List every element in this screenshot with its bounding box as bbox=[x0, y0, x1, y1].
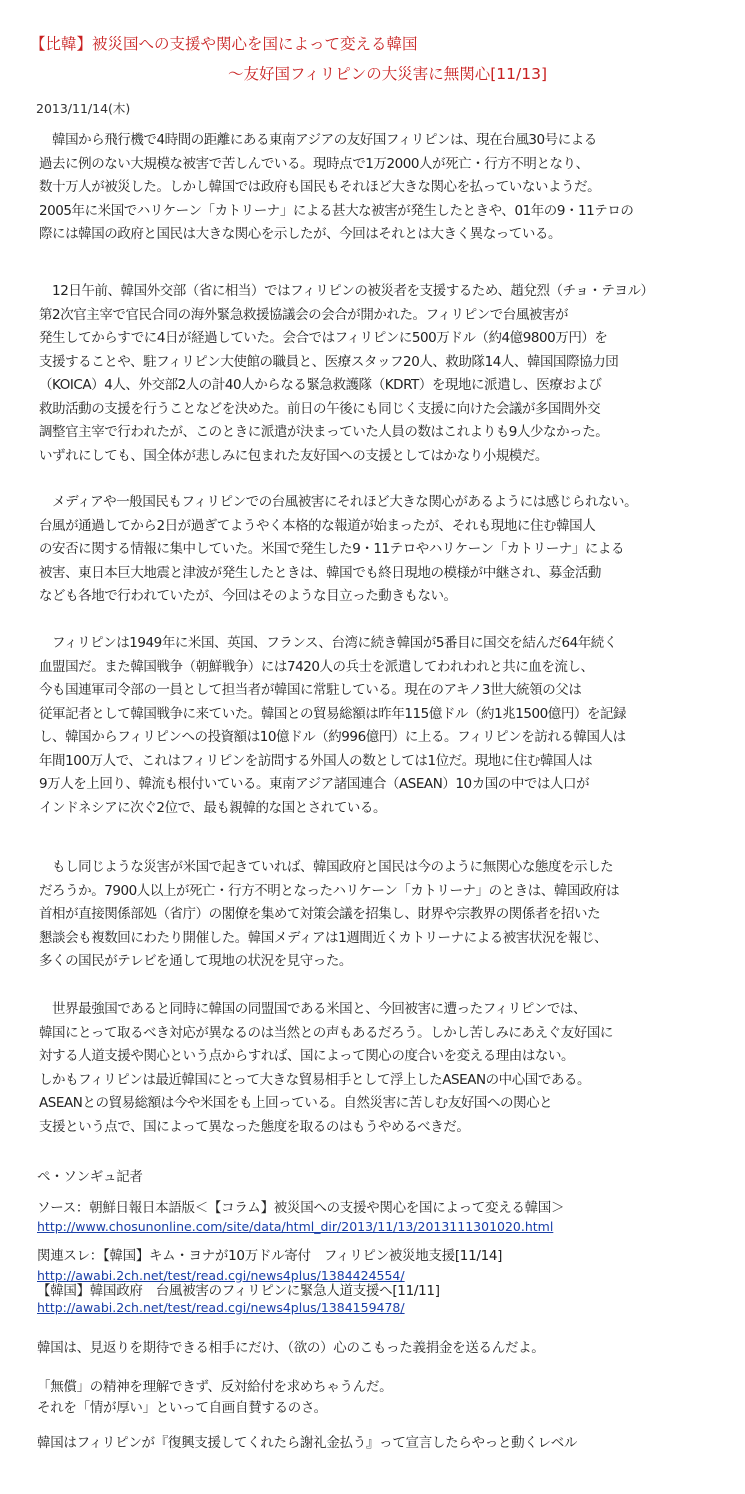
article-date: 2013/11/14(木) bbox=[36, 101, 131, 116]
text-line: 過去に例のない大規模な被害で苦しんでいる。現時点で1万2000人が死亡・行方不明となり、 bbox=[39, 155, 589, 172]
text-line: 発生してからすでに4日が経過していた。会合ではフィリピンに500万ドル（約4億9800万円）を bbox=[39, 330, 608, 346]
text-line: なども各地で行われていたが、今回はそのような目立った動きもない。 bbox=[39, 588, 457, 604]
text-line: 12日午前、韓国外交部（省に相当）ではフィリピンの被災者を支援するため、趙兌烈（チョ・テヨル） bbox=[39, 283, 654, 299]
article-title-line1: 【比韓】被災国への支援や関心を国によって変える韓国 bbox=[30, 35, 418, 53]
text-line: 懇談会も複数回にわたり開催した。韓国メディアは1週間近くカトリーナによる被害状況を報じ、 bbox=[39, 929, 608, 946]
related-thread-label-1: 関連スレ：【韓国】キム・ヨナが10万ドル寄付 フィリピン被災地支援[11/14] bbox=[37, 1248, 503, 1264]
text-line: （KOICA）4人、外交部2人の計40人からなる緊急救護隊（KDRT）を現地に派遣し、医療および bbox=[39, 377, 602, 393]
byline: ペ・ソンギュ記者 bbox=[37, 1169, 143, 1185]
comment-3: 韓国はフィリピンが『復興支援してくれたら謝礼金払う』って宣言したらやっと動くレベル bbox=[37, 1435, 578, 1451]
related-thread-link-1[interactable]: http://awabi.2ch.net/test/read.cgi/news4plus/1384424554/ bbox=[37, 1268, 405, 1283]
text-line: の安否に関する情報に集中していた。米国で発生した9・11テロやハリケーン「カトリーナ」による bbox=[39, 541, 625, 557]
text-line: いずれにしても、国全体が悲しみに包まれた友好国への支援としてはかなり小規模だ。 bbox=[39, 447, 548, 464]
source-link[interactable]: http://www.chosunonline.com/site/data/html_dir/2013/11/13/2013111301020.html bbox=[37, 1219, 554, 1234]
text-line: し、韓国からフィリピンへの投資額は10億ドル（約996億円）に上る。フィリピンを訪れる韓国人は bbox=[39, 729, 626, 745]
text-line: 台風が通過してから2日が過ぎてようやく本格的な報道が始まったが、それも現地に住む韓国人 bbox=[39, 517, 596, 534]
text-line: 調整官主宰で行われたが、このときに派遣が決まっていた人員の数はこれよりも9人少なかった。 bbox=[39, 424, 609, 440]
text-line: 今も国連軍司令部の一員として担当者が韓国に常駐している。現在のアキノ3世大統領の父は bbox=[39, 682, 582, 698]
text-line: 年間100万人で、これはフィリピンを訪問する外国人の数としては1位だ。現地に住む韓国人は bbox=[39, 752, 593, 769]
text-line: 被害、東日本巨大地震と津波が発生したときは、韓国でも終日現地の模様が中継され、募金活動 bbox=[39, 564, 601, 581]
article-title-line2: ～友好国フィリピンの大災害に無関心[11/13] bbox=[228, 65, 548, 83]
text-line: 第2次官主宰で官民合同の海外緊急救援協議会の会合が開かれた。フィリピンで台風被害が bbox=[39, 306, 569, 323]
paragraph-5 bbox=[39, 856, 739, 974]
text-line: 韓国から飛行機で4時間の距離にある東南アジアの友好国フィリピンは、現在台風30号による bbox=[39, 132, 597, 148]
comment-2-line-2: それを「情が厚い」といって自画自賛するのさ。 bbox=[37, 1400, 327, 1416]
source-label: ソース：朝鮮日報日本語版＜【コラム】被災国への支援や関心を国によって変える韓国＞ bbox=[37, 1200, 565, 1216]
paragraph-4 bbox=[39, 632, 739, 820]
related-thread-link-2[interactable]: http://awabi.2ch.net/test/read.cgi/news4plus/1384159478/ bbox=[37, 1300, 405, 1315]
text-line: 対する人道支援や関心という点からすれば、国によって関心の度合いを変える理由はない。 bbox=[39, 1048, 575, 1064]
text-line: 支援することや、駐フィリピン大使館の職員と、医療スタッフ20人、救助隊14人、韓国国際協力団 bbox=[39, 353, 619, 370]
text-line: 世界最強国であると同時に韓国の同盟国である米国と、今回被害に遭ったフィリピンでは、 bbox=[39, 1001, 587, 1017]
comment-2-line-1: 「無償」の精神を理解できず、反対給付を求めちゃうんだ。 bbox=[37, 1379, 393, 1395]
text-line: フィリピンは1949年に米国、英国、フランス、台湾に続き韓国が5番目に国交を結んだ64年続く bbox=[39, 635, 617, 651]
text-line: 際には韓国の政府と国民は大きな関心を示したが、今回はそれとは大きく異なっている。 bbox=[39, 226, 561, 242]
paragraph-2 bbox=[39, 280, 739, 468]
paragraph-1 bbox=[39, 129, 739, 247]
text-line: メディアや一般国民もフィリピンでの台風被害にそれほど大きな関心があるようには感じられない。 bbox=[39, 494, 638, 510]
text-line: 多くの国民がテレビを通して現地の状況を見守った。 bbox=[39, 953, 352, 969]
paragraph-3 bbox=[39, 491, 739, 609]
text-line: もし同じような災害が米国で起きていれば、韓国政府と国民は今のように無関心な態度を示した bbox=[39, 859, 614, 875]
text-line: インドネシアに次ぐ2位で、最も親韓的な国とされている。 bbox=[39, 799, 387, 816]
text-line: 数十万人が被災した。しかし韓国では政府も国民もそれほど大きな関心を払っていないようだ。 bbox=[39, 179, 601, 195]
text-line: 韓国にとって取るべき対応が異なるのは当然との声もあるだろう。しかし苦しみにあえぐ友好国に bbox=[39, 1024, 613, 1041]
comment-1: 韓国は、見返りを期待できる相手にだけ、（欲の）心のこもった義捐金を送るんだよ。 bbox=[37, 1340, 545, 1356]
text-line: だろうか。7900人以上が死亡・行方不明となったハリケーン「カトリーナ」のときは、韓国政府は bbox=[39, 882, 620, 899]
text-line: 支援という点で、国によって異なった態度を取るのはもうやめるべきだ。 bbox=[39, 1118, 470, 1135]
text-line: 血盟国だ。また韓国戦争（朝鮮戦争）には7420人の兵士を派遣してわれわれと共に血を流し、 bbox=[39, 658, 594, 675]
paragraph-6 bbox=[39, 998, 739, 1139]
text-line: 救助活動の支援を行うことなどを決めた。前日の午後にも同じく支援に向けた会議が多国間外交 bbox=[39, 400, 601, 417]
text-line: 9万人を上回り、韓流も根付いている。東南アジア諸国連合（ASEAN）10カ国の中では人口が bbox=[39, 776, 590, 792]
text-line: 2005年に米国でハリケーン「カトリーナ」による甚大な被害が発生したときや、01年の9・11テロの bbox=[39, 202, 634, 219]
text-line: ASEANとの貿易総額は今や米国をも上回っている。自然災害に苦しむ友好国への関心と bbox=[39, 1095, 553, 1111]
text-line: 首相が直接関係部処（省庁）の閣僚を集めて対策会議を招集し、財界や宗教界の関係者を招いた bbox=[39, 906, 601, 922]
text-line: 従軍記者として韓国戦争に来ていた。韓国との貿易総額は昨年115億ドル（約1兆1500億円）を記録 bbox=[39, 705, 627, 722]
related-thread-label-2: 【韓国】韓国政府 台風被害のフィリピンに緊急人道支援へ[11/11] bbox=[37, 1283, 440, 1299]
text-line: しかもフィリピンは最近韓国にとって大きな貿易相手として浮上したASEANの中心国である。 bbox=[39, 1071, 591, 1088]
